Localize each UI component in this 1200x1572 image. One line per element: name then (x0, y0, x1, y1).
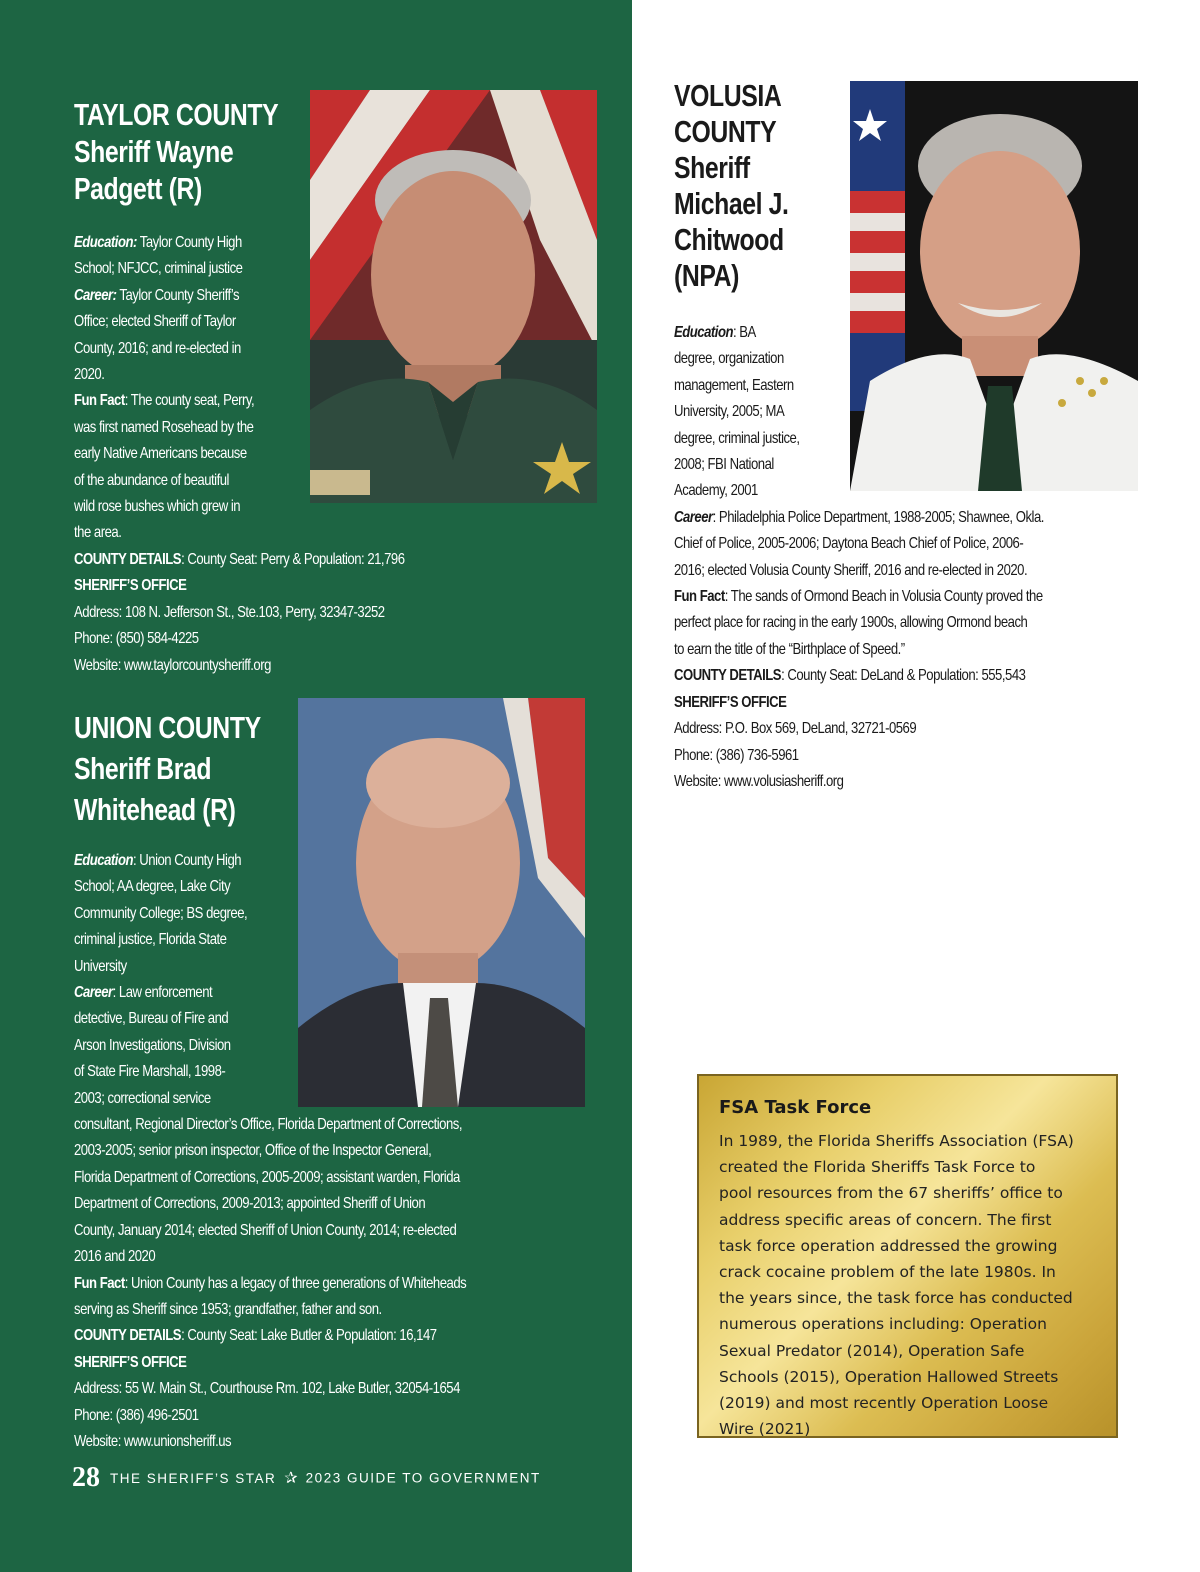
union-career-text: : Law enforcement (112, 984, 213, 1002)
volusia-address: Address: P.O. Box 569, DeLand, 32721-0569 (674, 720, 917, 738)
taylor-county-label: COUNTY DETAILS (74, 550, 182, 568)
fsa-line: created the Florida Sheriffs Task Force to (719, 1158, 1036, 1177)
union-education-text: criminal justice, Florida State (74, 931, 227, 949)
volusia-career-text: 2016; elected Volusia County Sheriff, 2016 and re-elected in 2020. (674, 561, 1028, 579)
union-title (74, 706, 261, 832)
fsa-line: pool resources from the 67 sheriffs’ office to (719, 1184, 1063, 1203)
union-education-text: : Union County High (132, 852, 242, 869)
taylor-address: Address: 108 N. Jefferson St., Ste.103, Perry, 32347-3252 (74, 603, 385, 621)
union-title-line: UNION COUNTY (74, 710, 261, 745)
volusia-title-line: (NPA) (674, 258, 740, 293)
volusia-career-label: Career (674, 508, 713, 526)
volusia-education-label: Education (674, 324, 733, 341)
fsa-line: the years since, the task force has conducted (719, 1289, 1073, 1308)
taylor-office-label: SHERIFF’S OFFICE (74, 577, 187, 595)
volusia-education-text: : BA (732, 324, 756, 341)
fsa-line: Sexual Predator (2014), Operation Safe (719, 1341, 1025, 1360)
taylor-funfact-text: of the abundance of beautiful (74, 471, 229, 489)
union-career-text: Florida Department of Corrections, 2005-2009; assistant warden, Florida (74, 1168, 460, 1186)
union-funfact-text: serving as Sheriff since 1953; grandfather, father and son. (74, 1300, 382, 1318)
volusia-career-text: Chief of Police, 2005-2006; Daytona Beach Chief of Police, 2006- (674, 535, 1024, 553)
taylor-funfact-text: the area. (74, 524, 122, 542)
volusia-funfact-text: : The sands of Ormond Beach in Volusia County proved the (724, 588, 1043, 606)
volusia-title-line: Michael J. (674, 186, 789, 221)
taylor-career-text: County, 2016; and re-elected in (74, 339, 241, 357)
footer-publication: THE SHERIFF’S STAR (110, 1470, 277, 1486)
fsa-line: address specific areas of concern. The first (719, 1210, 1052, 1229)
union-career-text: Department of Corrections, 2009-2013; appointed Sheriff of Union (74, 1195, 426, 1213)
union-title-line: Sheriff Brad (74, 751, 212, 786)
taylor-body (74, 230, 405, 679)
fsa-line: Wire (2021) (719, 1420, 811, 1439)
fsa-body (719, 1128, 1109, 1442)
fsa-line: crack cocaine problem of the late 1980s. In (719, 1263, 1056, 1282)
footer-guide: 2023 GUIDE TO GOVERNMENT (305, 1470, 541, 1486)
union-career-text: County, January 2014; elected Sheriff of Union County, 2014; re-elected (74, 1221, 457, 1239)
union-career-text: 2003; correctional service (74, 1089, 211, 1107)
taylor-title-line: Padgett (R) (74, 171, 202, 206)
taylor-funfact-text: was first named Rosehead by the (74, 418, 254, 436)
taylor-website: Website: www.taylorcountysheriff.org (74, 656, 271, 674)
union-address: Address: 55 W. Main St., Courthouse Rm. 102, Lake Butler, 32054-1654 (74, 1380, 460, 1398)
union-body (74, 848, 466, 1455)
union-funfact-label: Fun Fact (74, 1274, 125, 1292)
taylor-education-text: School; NFJCC, criminal justice (74, 260, 243, 278)
union-county-text: : County Seat: Lake Butler & Population: 16,147 (181, 1327, 437, 1345)
taylor-career-label: Career: (74, 286, 117, 304)
fsa-line: task force operation addressed the growing (719, 1236, 1058, 1255)
volusia-county-label: COUNTY DETAILS (674, 667, 782, 685)
union-career-label: Career (74, 984, 113, 1002)
taylor-title-line: TAYLOR COUNTY (74, 97, 279, 132)
union-career-text: consultant, Regional Director’s Office, Florida Department of Corrections, (74, 1116, 463, 1134)
union-career-text: of State Fire Marshall, 1998- (74, 1063, 226, 1081)
taylor-career-text: 2020. (74, 366, 105, 384)
volusia-website: Website: www.volusiasheriff.org (674, 772, 844, 790)
taylor-education-label: Education: (74, 234, 137, 251)
taylor-phone: Phone: (850) 584-4225 (74, 630, 199, 648)
volusia-title (674, 78, 789, 294)
volusia-phone: Phone: (386) 736-5961 (674, 746, 799, 764)
union-education-text: School; AA degree, Lake City (74, 878, 231, 896)
taylor-title-line: Sheriff Wayne (74, 134, 234, 169)
taylor-funfact-text: early Native Americans because (74, 445, 247, 463)
union-website: Website: www.unionsheriff.us (74, 1432, 232, 1450)
taylor-county-text: : County Seat: Perry & Population: 21,796 (181, 550, 405, 568)
volusia-education-text: degree, criminal justice, (674, 429, 800, 447)
page-footer (72, 1462, 541, 1494)
volusia-title-line: VOLUSIA (674, 78, 782, 113)
union-education-label: Education (74, 852, 133, 869)
union-career-text: detective, Bureau of Fire and (74, 1010, 229, 1028)
taylor-title (74, 96, 278, 207)
taylor-funfact-text: wild rose bushes which grew in (74, 498, 241, 516)
page-number: 28 (72, 1462, 100, 1493)
volusia-education-text: Academy, 2001 (674, 482, 758, 500)
volusia-funfact-label: Fun Fact (674, 588, 725, 606)
union-funfact-text: : Union County has a legacy of three generations of Whiteheads (124, 1274, 467, 1292)
union-career-text: Arson Investigations, Division (74, 1036, 231, 1054)
taylor-funfact-label: Fun Fact (74, 392, 125, 410)
fsa-line: (2019) and most recently Operation Loose (719, 1394, 1049, 1413)
taylor-funfact-text: : The county seat, Perry, (124, 392, 255, 410)
fsa-line: Schools (2015), Operation Hallowed Streets (719, 1367, 1059, 1386)
volusia-funfact-text: perfect place for racing in the early 1900s, allowing Ormond beach (674, 614, 1028, 632)
volusia-funfact-text: to earn the title of the “Birthplace of Speed.” (674, 640, 905, 658)
volusia-education-text: degree, organization (674, 350, 784, 368)
union-career-text: 2016 and 2020 (74, 1248, 156, 1266)
fsa-title: FSA Task Force (719, 1097, 872, 1118)
fsa-line: numerous operations including: Operation (719, 1315, 1047, 1334)
volusia-education-text: management, Eastern (674, 376, 794, 394)
volusia-title-line: Sheriff (674, 150, 750, 185)
union-county-label: COUNTY DETAILS (74, 1327, 182, 1345)
volusia-title-line: COUNTY (674, 114, 777, 149)
union-office-label: SHERIFF’S OFFICE (74, 1353, 187, 1371)
volusia-education-text: 2008; FBI National (674, 456, 774, 474)
taylor-career-text: Taylor County Sheriff’s (116, 286, 240, 304)
volusia-body-upper (674, 320, 1044, 795)
volusia-career-text: : Philadelphia Police Department, 1988-2005; Shawnee, Okla. (712, 508, 1044, 526)
volusia-education-text: University, 2005; MA (674, 403, 785, 421)
union-career-text: 2003-2005; senior prison inspector, Office of the Inspector General, (74, 1142, 432, 1160)
union-education-text: University (74, 957, 127, 975)
volusia-office-label: SHERIFF’S OFFICE (674, 693, 787, 711)
union-education-text: Community College; BS degree, (74, 904, 248, 922)
fsa-task-force-box (697, 1074, 1118, 1438)
volusia-title-line: Chitwood (674, 222, 784, 257)
union-phone: Phone: (386) 496-2501 (74, 1406, 199, 1424)
star-icon: ✰ (284, 1470, 298, 1487)
taylor-career-text: Office; elected Sheriff of Taylor (74, 313, 236, 331)
union-title-line: Whitehead (R) (74, 792, 236, 827)
taylor-education-text: Taylor County High (136, 234, 242, 251)
volusia-county-text: : County Seat: DeLand & Population: 555,543 (781, 667, 1026, 685)
fsa-line: In 1989, the Florida Sheriffs Association (FSA) (719, 1132, 1074, 1150)
